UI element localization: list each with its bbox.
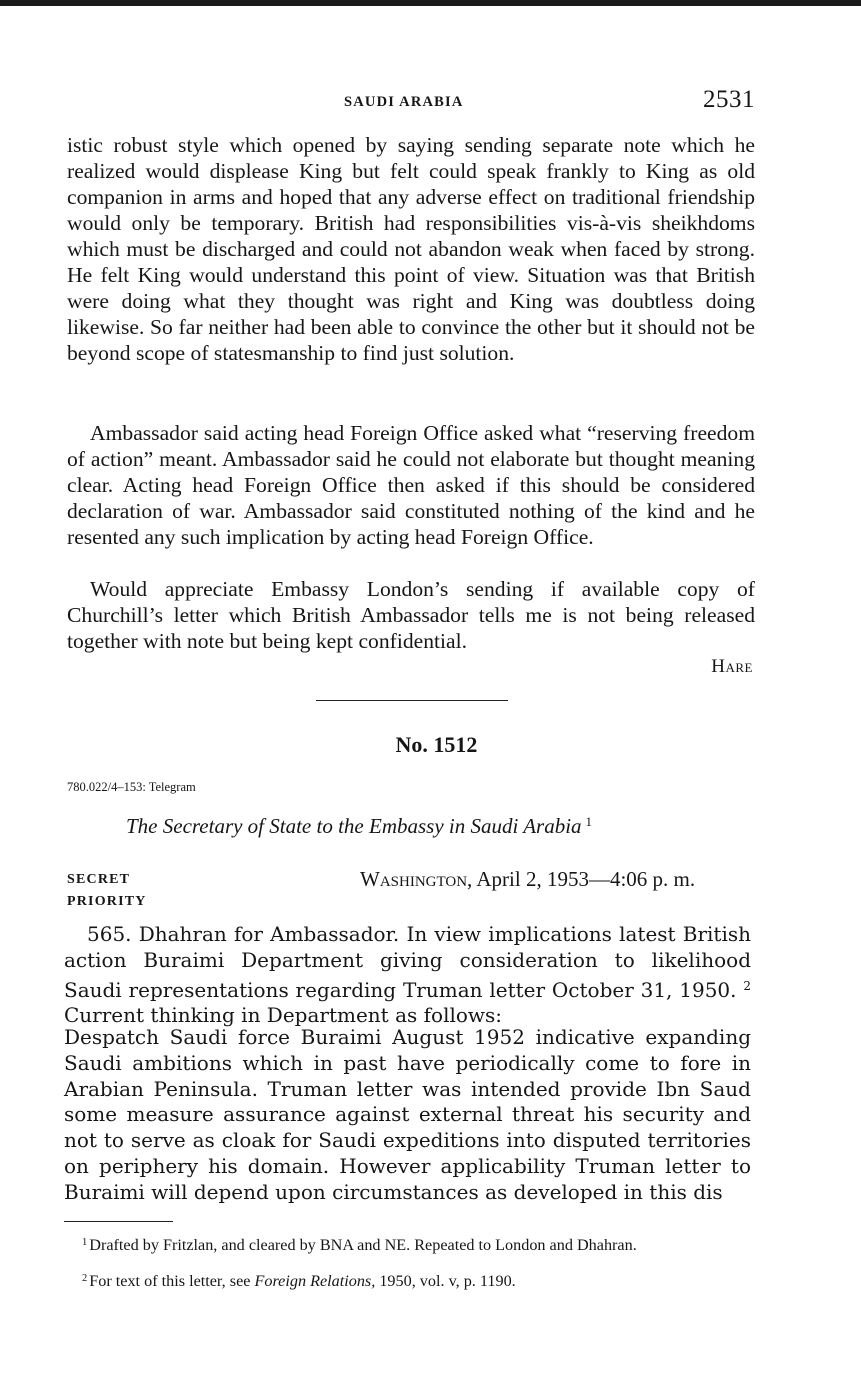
document-title [126, 814, 592, 839]
footnote-2-text-before: For text of this letter, see [89, 1272, 255, 1290]
running-head: SAUDI ARABIA [344, 94, 464, 110]
document-number: No. 1512 [395, 732, 478, 757]
footnote-rule [64, 1221, 173, 1222]
dateline-place: Washington [360, 867, 468, 891]
footnote-reference-1[interactable]: 1 [585, 814, 593, 829]
precedence-label: PRIORITY [67, 894, 147, 909]
embassy-request-paragraph: Would appreciate Embassy London’s sending if available copy of Churchill’s letter which British Ambassador tells me is not being released together with note but being kept confidential. [67, 577, 755, 653]
footnote-2-number: 2 [82, 1273, 88, 1284]
footnote-1-number: 1 [82, 1237, 88, 1248]
dateline-date: , April 2, 1953—4:06 p. m. [467, 867, 696, 891]
footnote-1-text: Drafted by Fritzlan, and cleared by BNA and NE. Repeated to London and Dhahran. [89, 1236, 637, 1254]
footnote-2 [64, 1270, 750, 1290]
footnote-2-text-after: 1950, vol. v, p. 1190. [375, 1272, 516, 1290]
telegram-paragraph-1 [64, 922, 751, 1029]
telegram-paragraph-1-tail: Current thinking in Department as follows: [64, 1003, 503, 1028]
page-number: 2531 [703, 86, 755, 113]
document-title-text: The Secretary of State to the Embassy in Saudi Arabia [126, 814, 582, 838]
top-edge-rule [0, 0, 861, 6]
footnote-reference-2[interactable]: 2 [743, 978, 751, 993]
file-reference: 780.022/4–153: Telegram [67, 780, 196, 794]
document-separator-rule [316, 700, 508, 701]
continued-paragraph: istic robust style which opened by saying sending separate note which he realized would displease King but felt could speak frankly to King as old companion in arms and hoped that any adverse effect on traditional friendship would only be temporary. British had responsibilities vis-à-vis sheikhdoms which must be discharged and could not abandon weak when faced by strong. He felt King would understand this point of view. Situation was that British were doing what they thought was right and King was doubtless doing likewise. So far neither had been able to convince the other but it should not be beyond scope of statesmanship to find just solution. [67, 133, 755, 365]
telegram-paragraph-2: Despatch Saudi force Buraimi August 1952 indicative expanding Saudi ambitions which in past have periodically come to fore in Arabian Peninsula. Truman letter was intended provide Ibn Saud some measure assurance against external threat his security and not to serve as cloak for Saudi expeditions into disputed territories on periphery his domain. However applicability Truman letter to Buraimi will depend upon circumstances as developed in this dis [64, 1025, 751, 1204]
signature-hare: Hare [711, 656, 753, 677]
footnote-1 [64, 1234, 750, 1254]
telegram-paragraph-1-text: 565. Dhahran for Ambassador. In view implications latest British action Buraimi Department giving consideration to likelihood Saudi representations regarding Truman letter October 31, 1950. [64, 922, 751, 1002]
dateline [360, 867, 752, 892]
footnote-2-publication-title: Foreign Relations, [254, 1272, 376, 1290]
classification-label: SECRET [67, 872, 131, 887]
ambassador-paragraph: Ambassador said acting head Foreign Office asked what “reserving freedom of action” meant. Ambassador said he could not elaborate but thought meaning clear. Acting head Foreign Office then asked if this should be considered declaration of war. Ambassador said constituted nothing of the kind and he resented any such implication by acting head Foreign Office. [67, 421, 755, 549]
